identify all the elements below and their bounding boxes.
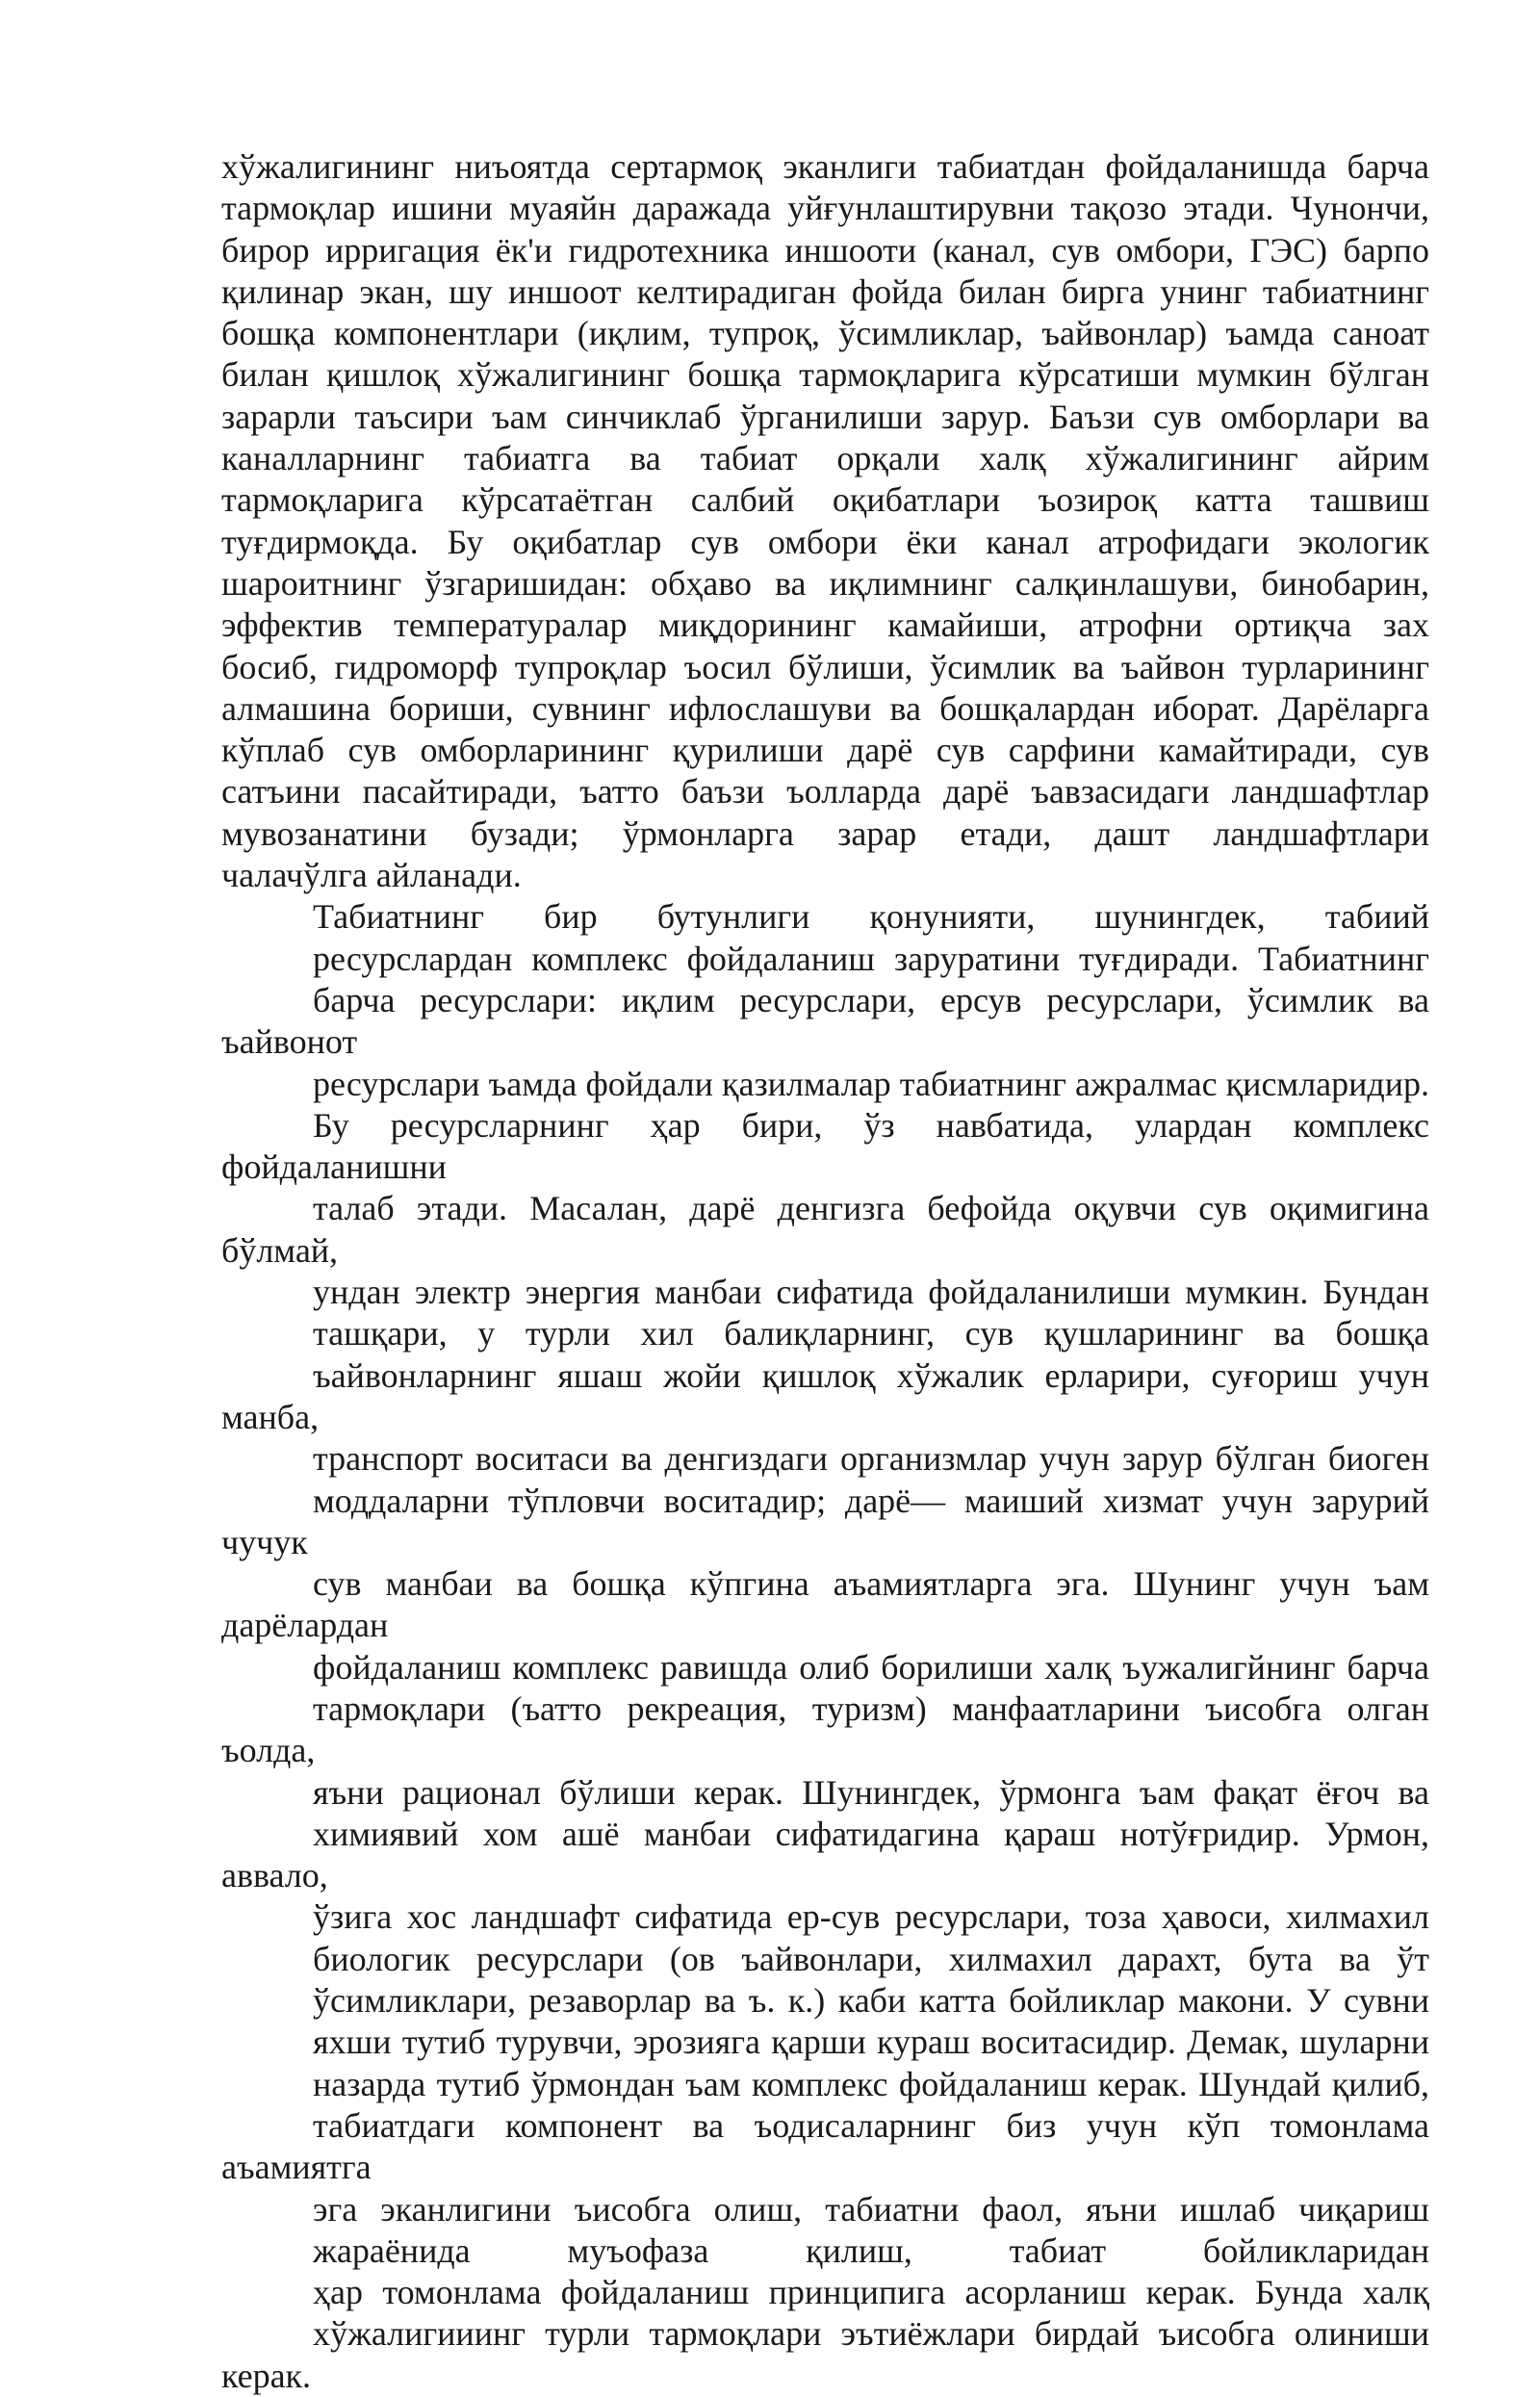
text-line: Бу ресурсларнинг ҳар бири, ўз навбатида, улардан комплекс фойдаланишни (221, 1105, 1429, 1187)
text-line: эффектив температуралар миқдорининг камайиши, атрофни ортиқча зах (221, 606, 1429, 645)
text-line: ресурслардан комплекс фойдаланиш заруратини туғдиради. Табиатнинг (313, 939, 1429, 978)
text-line: моддаларни тўпловчи воситадир; дарё— маиший хизмат учун зарурий чучук (221, 1481, 1429, 1561)
text-line: назарда тутиб ўрмондан ъам комплекс фойдаланиш керак. Шундай қилиб, (313, 2064, 1429, 2103)
text-line: каналларнинг табиатга ва табиат орқали халқ хўжалигининг айрим (221, 439, 1429, 478)
text-line: яхши тутиб турувчи, эрозияга қарши кураш воситасидир. Демак, шуларни (313, 2023, 1429, 2062)
text-line: чалачўлга айланади. (221, 856, 522, 895)
text-line: зарарли таъсири ъам синчиклаб ўрганилиши зарур. Баъзи сув омборлари ва (221, 397, 1429, 436)
text-line: барча ресурслари: иқлим ресурслари, ерсув ресурслари, ўсимлик ва ъайвонот (221, 980, 1429, 1062)
text-line: тармоқлар ишини муаяйн даражада уйғунлаштирувни тақозо этади. Чунончи, (221, 189, 1429, 228)
text-line: билан қишлоқ хўжалигининг бошқа тармоқларига кўрсатиши мумкин бўлган (221, 355, 1429, 395)
text-line: фойдаланиш комплекс равишда олиб борилиши халқ ъужалигйнинг барча (313, 1647, 1429, 1687)
text-line: мувозанатини бузади; ўрмонларга зарар етади, дашт ландшафтлари (221, 813, 1429, 853)
document-page (221, 146, 1429, 2397)
text-line: шароитнинг ўзгаришидан: обҳаво ва иқлимнинг салқинлашуви, бинобарин, (221, 563, 1429, 603)
text-line: ресурслари ъамда фойдали қазилмалар табиатнинг ажралмас қисмларидир. (313, 1064, 1429, 1103)
text-line: табиатдаги компонент ва ъодисаларнинг биз учун кўп томонлама аъамиятга (221, 2105, 1429, 2187)
text-line: Табиатнинг бир бутунлиги қонунияти, шунингдек, табиий (313, 897, 1429, 937)
text-line: ўсимликлари, резаворлар ва ъ. к.) каби катта бойликлар макони. У сувни (313, 1981, 1429, 2021)
text-line: хўжалигининг ниъоятда сертармоқ эканлиги табиатдан фойдаланишда барча (221, 147, 1429, 186)
paragraph-2 (221, 896, 1429, 2397)
paragraph-1 (221, 146, 1429, 896)
text-line: талаб этади. Масалан, дарё денгизга бефойда оқувчи сув оқимигина бўлмай, (221, 1189, 1429, 1270)
text-line: жараёнида муъофаза қилиш, табиат бойликларидан (313, 2230, 1429, 2270)
text-line: туғдирмоқда. Бу оқибатлар сув омбори ёки канал атрофидаги экологик (221, 522, 1429, 561)
text-line: транспорт воситаси ва денгиздаги организмлар учун зарур бўлган биоген (313, 1439, 1429, 1479)
text-line: сув манбаи ва бошқа кўпгина аъамиятларга эга. Шунинг учун ъам дарёлардан (221, 1564, 1429, 1645)
text-line: ўзига хос ландшафт сифатида ер-сув ресурслари, тоза ҳавоси, хилмахил (313, 1897, 1429, 1937)
text-line: ундан электр энергия манбаи сифатида фойдаланилиши мумкин. Бундан (313, 1273, 1429, 1312)
text-line: сатъини пасайтиради, ъатто баъзи ъолларда дарё ъавзасидаги ландшафтлар (221, 772, 1429, 812)
text-line: босиб, гидроморф тупроқлар ъосил бўлиши, ўсимлик ва ъайвон турларининг (221, 647, 1429, 686)
text-line: тармоқларига кўрсатаётган салбий оқибатлари ъозироқ катта ташвиш (221, 480, 1429, 520)
text-line: тармоқлари (ъатто рекреация, туризм) манфаатларини ъисобга олган ъолда, (221, 1688, 1429, 1770)
text-line: биологик ресурслари (ов ъайвонлари, хилмахил дарахт, бута ва ўт (313, 1939, 1429, 1978)
text-line: қилинар экан, шу иншоот келтирадиган фойда билан бирга унинг табиатнинг (221, 271, 1429, 311)
text-line: эга эканлигини ъисобга олиш, табиатни фаол, яъни ишлаб чиқариш (313, 2189, 1429, 2229)
text-line: кўплаб сув омборларининг қурилиши дарё сув сарфини камайтиради, сув (221, 731, 1429, 770)
text-line: ташқари, у турли хил балиқларнинг, сув қушларининг ва бошқа (313, 1314, 1429, 1353)
text-line: яъни рационал бўлиши керак. Шунингдек, ўрмонга ъам фақат ёғоч ва (313, 1772, 1429, 1812)
text-line: хўжалигииинг турли тармоқлари эътиёжлари бирдай ъисобга олиниши керак. (221, 2314, 1429, 2395)
text-line: химиявий хом ашё манбаи сифатидагина қараш нотўғридир. Урмон, аввало, (221, 1814, 1429, 1895)
text-line: алмашина бориши, сувнинг ифлослашуви ва бошқалардан иборат. Дарёларга (221, 688, 1429, 728)
text-line: ъайвонларнинг яшаш жойи қишлоқ хўжалик ерларири, суғориш учун манба, (221, 1355, 1429, 1436)
text-line: бошқа компонентлари (иқлим, тупроқ, ўсимликлар, ъайвонлар) ъамда саноат (221, 314, 1429, 353)
text-line: ҳар томонлама фойдаланиш принципига асорланиш керак. Бунда халқ (313, 2273, 1429, 2312)
text-line: бирор ирригация ёк'и гидротехника иншооти (канал, сув омбори, ГЭС) барпо (221, 230, 1429, 270)
